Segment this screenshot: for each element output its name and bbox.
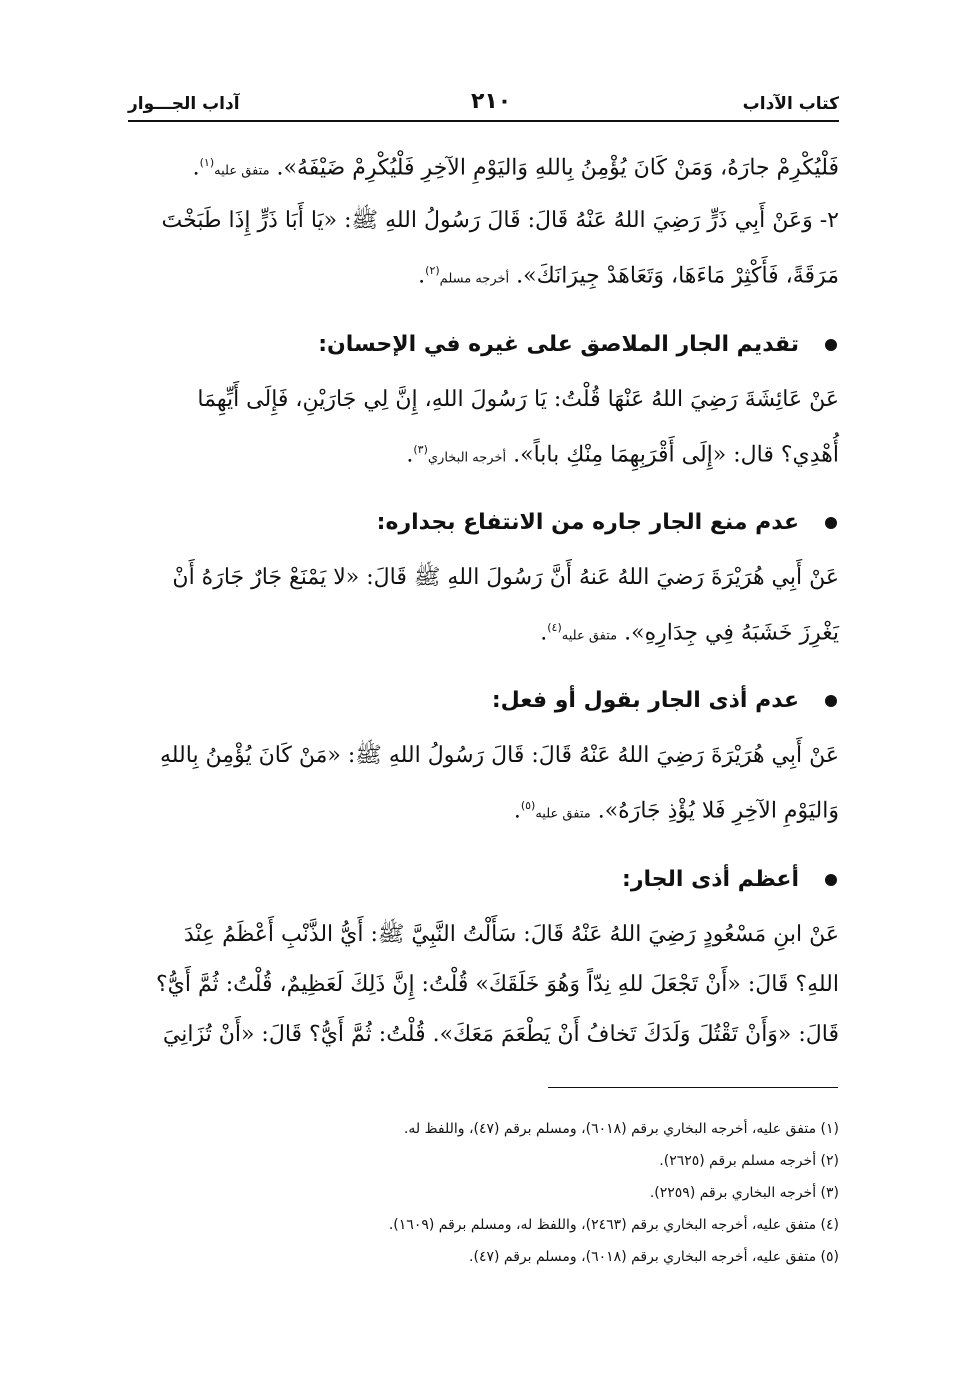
section-heading-text: عدم منع الجار جاره من الانتفاع بجداره: — [376, 509, 799, 535]
section-heading-text: أعظم أذى الجار: — [622, 866, 799, 892]
text-line: فَلْيُكْرِمْ جارَهُ، وَمَنْ كَانَ يُؤْمِنُ بِاللهِ وَاليَوْمِ الآخِرِ فَلْيُكْرِمْ ضَيْفَهُ». متفق عليه$^{(١)}$. — [192, 155, 839, 181]
chapter-title: آداب الجـــوار — [128, 94, 240, 114]
text-line: عَنْ ابنِ مَسْعُودٍ رَضِيَ اللهُ عَنْهُ قَالَ: سَأَلْتُ النَّبِيَّ ﷺ: أَيُّ الذَّنْبِ أَعْظَمُ عِنْدَ — [183, 921, 839, 947]
footnote: (١) متفق عليه، أخرجه البخاري برقم (٦٠١٨)، ومسلم برقم (٤٧)، واللفظ له. — [403, 1121, 839, 1137]
book-title: كتاب الآداب — [742, 94, 839, 114]
section-heading — [128, 854, 839, 906]
footnote: (٢) أخرجه مسلم برقم (٢٦٢٥). — [659, 1153, 839, 1169]
source-note: متفق عليه — [561, 628, 618, 644]
source-note: أخرجه البخاري — [427, 449, 507, 465]
footnote-ref: (٢) — [425, 264, 440, 278]
text-line: وَاليَوْمِ الآخِرِ فَلا يُؤْذِ جَارَهُ». متفق عليه$^{(٥)}$. — [513, 798, 839, 824]
section-heading — [128, 319, 839, 371]
bullet-icon — [825, 695, 837, 707]
text-line: اللهِ؟ قَالَ: «أَنْ تَجْعَلَ للهِ نِدّاً وَهُوَ خَلَقَكَ» قُلْتُ: إِنَّ ذَلِكَ لَعَظِيمٌ، قُلْتُ: ثُمَّ أَيُّ؟ — [155, 971, 839, 997]
hadith-text: أُهْدِي؟ قال: «إِلَى أَقْرَبِهِمَا مِنْكِ باباً». — [513, 441, 839, 467]
hadith-text: مَرَقَةً، فَأَكْثِرْ مَاءَهَا، وَتَعَاهَدْ جِيرَانَكَ». — [516, 263, 839, 289]
text-line: عَنْ أَبِي هُرَيْرَةَ رَضيَ اللهُ عَنهُ أَنَّ رَسُولَ اللهِ ﷺ قَالَ: «لا يَمْنَعْ جَارٌ جَارَهُ أَنْ — [172, 564, 839, 590]
footnote-ref: (٥) — [520, 799, 536, 813]
footnote: (٥) متفق عليه، أخرجه البخاري برقم (٦٠١٨)، ومسلم برقم (٤٧). — [469, 1249, 839, 1265]
hadith-text: يَغْرِزَ خَشَبَهُ فِي جِدَارِهِ». — [624, 620, 839, 646]
footnote: (٣) أخرجه البخاري برقم (٢٢٥٩). — [649, 1185, 839, 1201]
source-note: متفق عليه — [535, 806, 591, 822]
source-note: متفق عليه — [214, 163, 270, 179]
source-note: أخرجه مسلم — [439, 271, 510, 287]
text-line: مَرَقَةً، فَأَكْثِرْ مَاءَهَا، وَتَعَاهَدْ جِيرَانَكَ». أخرجه مسلم$^{(٢)}$. — [418, 263, 839, 289]
section-heading-text: عدم أذى الجار بقول أو فعل: — [491, 688, 799, 714]
page-number: ٢١٠ — [470, 89, 512, 114]
footnote-ref: (٣) — [413, 442, 428, 456]
section-heading-text: تقديم الجار الملاصق على غيره في الإحسان: — [318, 331, 799, 357]
section-heading — [128, 497, 839, 549]
hadith-text: وَاليَوْمِ الآخِرِ فَلا يُؤْذِ جَارَهُ». — [597, 798, 839, 824]
text-line: ٢- وَعَنْ أَبِي ذَرٍّ رَضِيَ اللهُ عَنْهُ قَالَ: قَالَ رَسُولُ اللهِ ﷺ: «يَا أَبَا ذَرٍّ إِذَا طَبَخْتَ — [161, 208, 839, 234]
footnote-ref: (١) — [199, 156, 215, 169]
footnote-divider — [548, 1087, 838, 1088]
bullet-icon — [825, 874, 837, 886]
page-header — [128, 82, 839, 122]
bullet-icon — [825, 339, 837, 351]
text-line: عَنْ أَبِي هُرَيْرَةَ رَضِيَ اللهُ عَنْهُ قَالَ: قَالَ رَسُولُ اللهِ ﷺ: «مَنْ كَانَ يُؤْمِنُ بِاللهِ — [159, 743, 839, 769]
section-heading — [128, 675, 839, 727]
footnotes — [128, 1113, 839, 1273]
text-line: قَالَ: «وَأَنْ تَقْتُلَ وَلَدَكَ تَخافُ أَنْ يَطْعَمَ مَعَكَ». قُلْتُ: ثُمَّ أَيُّ؟ قَالَ: «أَنْ تُزَانِيَ — [162, 1021, 839, 1047]
text-line: يَغْرِزَ خَشَبَهُ فِي جِدَارِهِ». متفق عليه$^{(٤)}$. — [540, 620, 839, 646]
page-content — [128, 138, 839, 1060]
footnote: (٤) متفق عليه، أخرجه البخاري برقم (٢٤٦٣)، واللفظ له، ومسلم برقم (١٦٠٩). — [388, 1217, 839, 1233]
footnote-ref: (٤) — [547, 620, 562, 634]
text-line: عَنْ عَائِشَةَ رَضِيَ اللهُ عَنْهَا قُلْتُ: يَا رَسُولَ اللهِ، إِنَّ لِي جَارَيْنِ، فَإِلَى أَيِّهِمَا — [197, 386, 839, 412]
text-line: أُهْدِي؟ قال: «إِلَى أَقْرَبِهِمَا مِنْكِ باباً». أخرجه البخاري$^{(٣)}$. — [406, 441, 839, 467]
bullet-icon — [825, 517, 837, 529]
hadith-text: فَلْيُكْرِمْ جارَهُ، وَمَنْ كَانَ يُؤْمِنُ بِاللهِ وَاليَوْمِ الآخِرِ فَلْيُكْرِمْ ضَيْفَهُ». — [276, 155, 839, 181]
